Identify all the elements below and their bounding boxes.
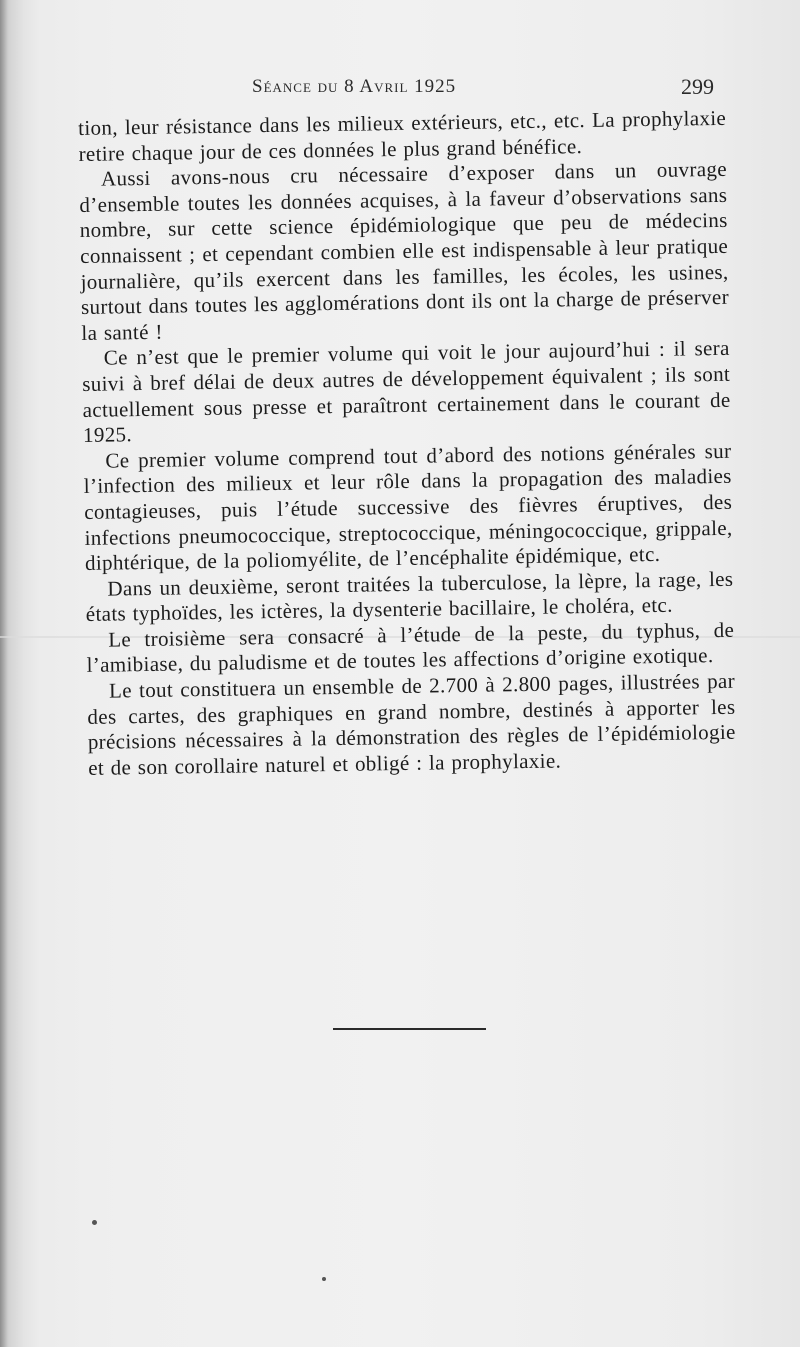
running-title: Séance du 8 Avril 1925: [252, 76, 457, 97]
end-rule: [333, 1028, 486, 1030]
paragraph: Le troisième sera consacré à l’étude de la peste, du typhus, de l’amibiase, du paludisme et de toutes les affections d’origine exotique.: [86, 617, 735, 678]
ink-speck: [322, 1277, 326, 1281]
page-number: 299: [681, 74, 714, 99]
paragraph: Ce premier volume comprend tout d’abord des notions générales sur l’infection des milieux et leur rôle dans la propagation des maladies contagieuses, puis l’étude successive des fièvres éruptives, des infections pneumococcique, streptococcique, méningococcique, grippale, diphtérique, de la poliomyélite, de l’encéphalite épidémique, etc.: [83, 438, 733, 576]
ink-speck: [92, 1220, 97, 1225]
paragraph: Le tout constituera un ensemble de 2.700 à 2.800 pages, illustrées par des cartes, des graphiques en grand nombre, destinés à apporter les précisions nécessaires à la démonstration des règles de l’épidémiologie et de son corollaire naturel et obligé : la prophylaxie.: [87, 668, 736, 780]
body-text: [78, 106, 736, 782]
paragraph: Dans un deuxième, seront traitées la tuberculose, la lèpre, la rage, les états typhoïdes, les ictères, la dysenterie bacillaire, le choléra, etc.: [85, 566, 734, 627]
paragraph: Ce n’est que le premier volume qui voit le jour aujourd’hui : il sera suivi à bref délai de deux autres de développement équivalent ; ils sont actuellement sous presse et paraîtront certainement dans le courant de 1925.: [82, 336, 731, 448]
paragraph: tion, leur résistance dans les milieux extérieurs, etc., etc. La prophylaxie retire chaque jour de ces données le plus grand bénéfice.: [78, 105, 727, 166]
running-header: [0, 76, 800, 102]
paragraph: Aussi avons-nous cru nécessaire d’exposer dans un ouvrage d’ensemble toutes les données acquises, à la faveur d’observations sans nombre, sur cette science épidémiologique que peu de médecins connaissent ; et cependant combien elle est indispensable à leur pratique journalière, qu’ils exercent dans les familles, les écoles, les usines, surtout dans toutes les agglomérations dont ils ont la charge de préserver la santé !: [79, 157, 730, 345]
binding-shadow: [0, 0, 8, 1347]
